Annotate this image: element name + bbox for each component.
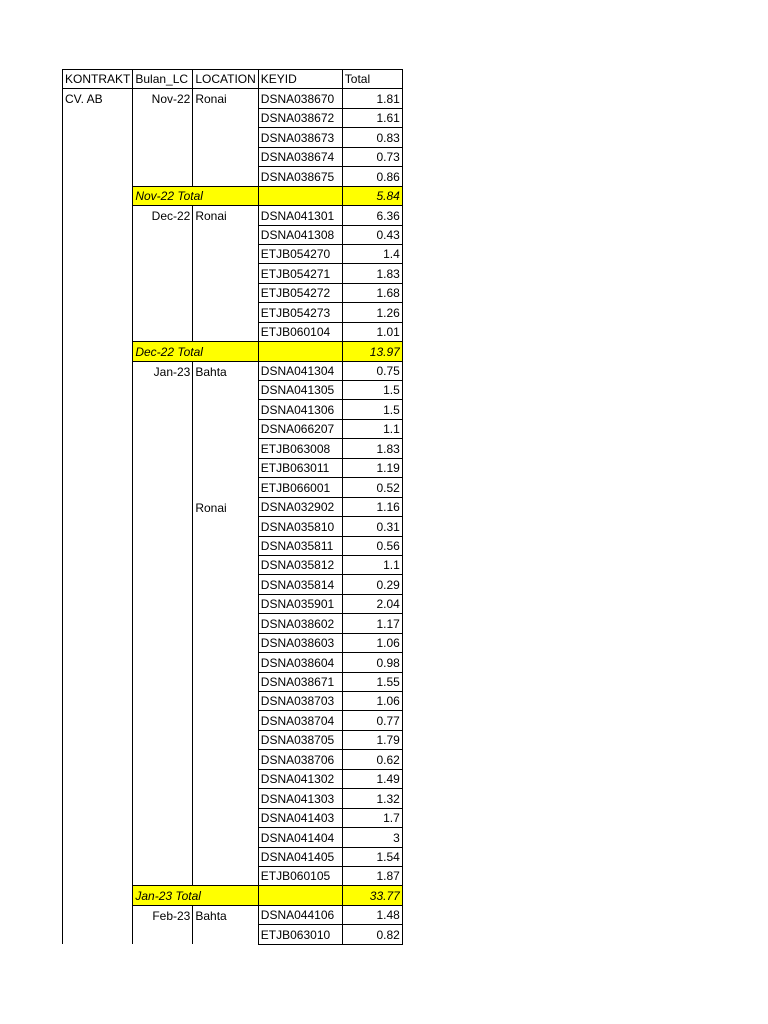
cell-location	[193, 828, 258, 847]
cell-bulan	[133, 167, 193, 186]
table-row	[63, 128, 403, 147]
cell-location	[193, 108, 258, 127]
table-row	[63, 108, 403, 127]
cell-kontrak	[63, 303, 133, 322]
cell-total: 0.83	[342, 128, 402, 147]
cell-keyid: DSNA035814	[258, 575, 342, 594]
cell-total: 1.01	[342, 322, 402, 341]
cell-kontrak	[63, 147, 133, 166]
table-row	[63, 361, 403, 380]
cell-location: Ronai	[193, 497, 258, 516]
cell-location	[193, 769, 258, 788]
table-row	[63, 478, 403, 497]
cell-keyid: DSNA038673	[258, 128, 342, 147]
cell-total: 1.06	[342, 633, 402, 652]
cell-keyid: ETJB063010	[258, 925, 342, 944]
cell-kontrak	[63, 419, 133, 438]
cell-bulan	[133, 400, 193, 419]
cell-location	[193, 439, 258, 458]
cell-kontrak	[63, 458, 133, 477]
cell-kontrak	[63, 653, 133, 672]
cell-kontrak	[63, 905, 133, 924]
cell-keyid: DSNA038672	[258, 108, 342, 127]
cell-keyid: DSNA035811	[258, 536, 342, 555]
table-row	[63, 692, 403, 711]
cell-keyid: DSNA038603	[258, 633, 342, 652]
cell-kontrak	[63, 672, 133, 691]
cell-keyid: DSNA041303	[258, 789, 342, 808]
cell-location	[193, 244, 258, 263]
table-row	[63, 225, 403, 244]
cell-kontrak	[63, 400, 133, 419]
cell-keyid: DSNA041301	[258, 206, 342, 225]
cell-location	[193, 866, 258, 885]
table-row	[63, 264, 403, 283]
cell-total: 1.61	[342, 108, 402, 127]
header-total: Total	[342, 70, 402, 89]
cell-location	[193, 303, 258, 322]
pivot-table-body	[63, 70, 403, 945]
table-row	[63, 244, 403, 263]
cell-kontrak	[63, 381, 133, 400]
cell-bulan	[133, 283, 193, 302]
cell-total: 1.26	[342, 303, 402, 322]
cell-total: 1.4	[342, 244, 402, 263]
cell-total: 1.79	[342, 730, 402, 749]
cell-location	[193, 517, 258, 536]
cell-keyid: DSNA038704	[258, 711, 342, 730]
cell-bulan	[133, 322, 193, 341]
header-location: LOCATION	[193, 70, 258, 89]
cell-location	[193, 925, 258, 944]
cell-total: 1.49	[342, 769, 402, 788]
cell-kontrak	[63, 361, 133, 380]
cell-kontrak	[63, 828, 133, 847]
cell-kontrak	[63, 633, 133, 652]
cell-kontrak	[63, 283, 133, 302]
table-row	[63, 653, 403, 672]
table-row	[63, 828, 403, 847]
cell-kontrak	[63, 186, 133, 205]
cell-total: 1.06	[342, 692, 402, 711]
table-row	[63, 905, 403, 924]
cell-keyid: ETJB054271	[258, 264, 342, 283]
cell-kontrak	[63, 264, 133, 283]
cell-location	[193, 808, 258, 827]
cell-kontrak: CV. AB	[63, 89, 133, 108]
cell-location: Ronai	[193, 206, 258, 225]
cell-total: 6.36	[342, 206, 402, 225]
cell-bulan	[133, 789, 193, 808]
header-row	[63, 70, 403, 89]
table-row	[63, 517, 403, 536]
cell-bulan	[133, 303, 193, 322]
subtotal-label: Nov-22 Total	[133, 186, 258, 205]
cell-total: 3	[342, 828, 402, 847]
cell-total: 1.7	[342, 808, 402, 827]
cell-location	[193, 692, 258, 711]
cell-total: 0.77	[342, 711, 402, 730]
cell-kontrak	[63, 497, 133, 516]
table-row	[63, 711, 403, 730]
cell-bulan: Feb-23	[133, 905, 193, 924]
cell-kontrak	[63, 439, 133, 458]
cell-bulan: Nov-22	[133, 89, 193, 108]
cell-kontrak	[63, 517, 133, 536]
cell-location	[193, 536, 258, 555]
subtotal-label: Jan-23 Total	[133, 886, 258, 905]
cell-kontrak	[63, 789, 133, 808]
cell-total: 0.29	[342, 575, 402, 594]
table-row	[63, 594, 403, 613]
cell-keyid: ETJB066001	[258, 478, 342, 497]
cell-bulan	[133, 419, 193, 438]
cell-keyid: DSNA038670	[258, 89, 342, 108]
cell-bulan	[133, 925, 193, 944]
cell-keyid: DSNA041305	[258, 381, 342, 400]
table-row	[63, 614, 403, 633]
cell-keyid: DSNA066207	[258, 419, 342, 438]
table-row	[63, 147, 403, 166]
cell-total: 1.5	[342, 400, 402, 419]
cell-total: 0.75	[342, 361, 402, 380]
cell-kontrak	[63, 614, 133, 633]
subtotal-value: 5.84	[342, 186, 402, 205]
cell-kontrak	[63, 206, 133, 225]
cell-kontrak	[63, 711, 133, 730]
subtotal-label: Dec-22 Total	[133, 342, 258, 361]
cell-total: 1.68	[342, 283, 402, 302]
cell-keyid: DSNA041308	[258, 225, 342, 244]
cell-location	[193, 575, 258, 594]
cell-keyid: DSNA038706	[258, 750, 342, 769]
cell-location	[193, 381, 258, 400]
table-row	[63, 400, 403, 419]
cell-bulan	[133, 866, 193, 885]
header-kontrak: KONTRAKT	[63, 70, 133, 89]
cell-keyid	[258, 186, 342, 205]
cell-location	[193, 400, 258, 419]
cell-kontrak	[63, 886, 133, 905]
cell-bulan	[133, 108, 193, 127]
cell-keyid: DSNA041405	[258, 847, 342, 866]
cell-kontrak	[63, 769, 133, 788]
cell-keyid: DSNA041304	[258, 361, 342, 380]
cell-kontrak	[63, 555, 133, 574]
cell-bulan	[133, 458, 193, 477]
cell-location: Bahta	[193, 905, 258, 924]
cell-location	[193, 653, 258, 672]
cell-keyid: DSNA038671	[258, 672, 342, 691]
cell-bulan	[133, 575, 193, 594]
cell-total: 1.1	[342, 555, 402, 574]
cell-total: 1.5	[342, 381, 402, 400]
cell-bulan	[133, 614, 193, 633]
subtotal-value: 33.77	[342, 886, 402, 905]
cell-total: 1.17	[342, 614, 402, 633]
cell-location	[193, 614, 258, 633]
cell-bulan	[133, 264, 193, 283]
cell-kontrak	[63, 692, 133, 711]
table-row	[63, 497, 403, 516]
cell-keyid: DSNA041403	[258, 808, 342, 827]
table-row	[63, 89, 403, 108]
cell-kontrak	[63, 167, 133, 186]
cell-kontrak	[63, 322, 133, 341]
cell-keyid: DSNA041306	[258, 400, 342, 419]
table-row	[63, 303, 403, 322]
subtotal-row	[63, 342, 403, 361]
cell-bulan	[133, 147, 193, 166]
cell-total: 1.83	[342, 264, 402, 283]
header-bulan: Bulan_LC	[133, 70, 193, 89]
cell-location	[193, 847, 258, 866]
cell-bulan	[133, 828, 193, 847]
table-row	[63, 283, 403, 302]
cell-total: 1.87	[342, 866, 402, 885]
cell-keyid: DSNA041404	[258, 828, 342, 847]
cell-bulan	[133, 808, 193, 827]
cell-total: 0.82	[342, 925, 402, 944]
cell-keyid: ETJB054272	[258, 283, 342, 302]
cell-bulan	[133, 555, 193, 574]
cell-keyid: ETJB063011	[258, 458, 342, 477]
cell-total: 0.98	[342, 653, 402, 672]
cell-total: 0.43	[342, 225, 402, 244]
table-row	[63, 167, 403, 186]
cell-location	[193, 322, 258, 341]
cell-kontrak	[63, 594, 133, 613]
cell-location	[193, 458, 258, 477]
cell-kontrak	[63, 342, 133, 361]
table-row	[63, 925, 403, 944]
cell-location	[193, 633, 258, 652]
table-row	[63, 730, 403, 749]
cell-location	[193, 555, 258, 574]
cell-keyid: ETJB060104	[258, 322, 342, 341]
cell-kontrak	[63, 128, 133, 147]
cell-keyid	[258, 342, 342, 361]
cell-keyid: DSNA041302	[258, 769, 342, 788]
cell-bulan	[133, 653, 193, 672]
cell-bulan	[133, 381, 193, 400]
cell-bulan	[133, 517, 193, 536]
cell-total: 1.32	[342, 789, 402, 808]
cell-bulan	[133, 847, 193, 866]
cell-bulan	[133, 497, 193, 516]
cell-total: 2.04	[342, 594, 402, 613]
table-row	[63, 439, 403, 458]
cell-total: 1.83	[342, 439, 402, 458]
subtotal-row	[63, 186, 403, 205]
cell-location	[193, 478, 258, 497]
cell-kontrak	[63, 750, 133, 769]
cell-location	[193, 594, 258, 613]
table-row	[63, 419, 403, 438]
cell-keyid: DSNA035901	[258, 594, 342, 613]
cell-bulan	[133, 711, 193, 730]
cell-location: Bahta	[193, 361, 258, 380]
cell-bulan	[133, 439, 193, 458]
cell-total: 1.55	[342, 672, 402, 691]
cell-bulan: Dec-22	[133, 206, 193, 225]
table-row	[63, 575, 403, 594]
cell-keyid: ETJB054270	[258, 244, 342, 263]
cell-bulan	[133, 769, 193, 788]
cell-keyid: ETJB063008	[258, 439, 342, 458]
cell-location	[193, 167, 258, 186]
cell-location	[193, 750, 258, 769]
cell-bulan	[133, 750, 193, 769]
cell-bulan	[133, 478, 193, 497]
cell-location	[193, 789, 258, 808]
table-row	[63, 381, 403, 400]
table-row	[63, 555, 403, 574]
cell-total: 0.56	[342, 536, 402, 555]
header-keyid: KEYID	[258, 70, 342, 89]
cell-location	[193, 128, 258, 147]
table-row	[63, 458, 403, 477]
cell-keyid: DSNA038703	[258, 692, 342, 711]
cell-keyid: DSNA038705	[258, 730, 342, 749]
table-row	[63, 750, 403, 769]
cell-keyid: DSNA032902	[258, 497, 342, 516]
cell-kontrak	[63, 244, 133, 263]
cell-kontrak	[63, 847, 133, 866]
cell-keyid: ETJB054273	[258, 303, 342, 322]
cell-bulan	[133, 244, 193, 263]
cell-total: 1.1	[342, 419, 402, 438]
table-row	[63, 322, 403, 341]
table-row	[63, 536, 403, 555]
cell-kontrak	[63, 536, 133, 555]
cell-location	[193, 419, 258, 438]
cell-bulan	[133, 225, 193, 244]
cell-kontrak	[63, 730, 133, 749]
cell-bulan	[133, 128, 193, 147]
cell-keyid: DSNA035810	[258, 517, 342, 536]
cell-total: 1.16	[342, 497, 402, 516]
pivot-table	[62, 69, 403, 945]
cell-bulan	[133, 594, 193, 613]
cell-total: 1.19	[342, 458, 402, 477]
cell-total: 0.86	[342, 167, 402, 186]
cell-location	[193, 264, 258, 283]
subtotal-value: 13.97	[342, 342, 402, 361]
cell-keyid: DSNA035812	[258, 555, 342, 574]
subtotal-row	[63, 886, 403, 905]
cell-location	[193, 283, 258, 302]
cell-kontrak	[63, 478, 133, 497]
cell-bulan	[133, 633, 193, 652]
cell-total: 0.73	[342, 147, 402, 166]
table-row	[63, 847, 403, 866]
cell-kontrak	[63, 808, 133, 827]
cell-keyid	[258, 886, 342, 905]
cell-total: 0.62	[342, 750, 402, 769]
table-row	[63, 769, 403, 788]
cell-keyid: DSNA038675	[258, 167, 342, 186]
table-row	[63, 808, 403, 827]
cell-keyid: DSNA038674	[258, 147, 342, 166]
cell-bulan	[133, 730, 193, 749]
table-row	[63, 633, 403, 652]
cell-keyid: ETJB060105	[258, 866, 342, 885]
cell-total: 0.52	[342, 478, 402, 497]
cell-keyid: DSNA038604	[258, 653, 342, 672]
cell-keyid: DSNA038602	[258, 614, 342, 633]
table-row	[63, 206, 403, 225]
cell-location	[193, 711, 258, 730]
table-row	[63, 789, 403, 808]
cell-location	[193, 147, 258, 166]
cell-kontrak	[63, 575, 133, 594]
cell-kontrak	[63, 225, 133, 244]
cell-kontrak	[63, 108, 133, 127]
table-row	[63, 672, 403, 691]
cell-bulan: Jan-23	[133, 361, 193, 380]
cell-total: 0.31	[342, 517, 402, 536]
cell-location	[193, 225, 258, 244]
cell-keyid: DSNA044106	[258, 905, 342, 924]
cell-kontrak	[63, 925, 133, 944]
cell-location	[193, 730, 258, 749]
cell-bulan	[133, 536, 193, 555]
cell-location: Ronai	[193, 89, 258, 108]
cell-total: 1.81	[342, 89, 402, 108]
cell-total: 1.54	[342, 847, 402, 866]
cell-total: 1.48	[342, 905, 402, 924]
cell-bulan	[133, 692, 193, 711]
cell-kontrak	[63, 866, 133, 885]
cell-bulan	[133, 672, 193, 691]
cell-location	[193, 672, 258, 691]
table-row	[63, 866, 403, 885]
